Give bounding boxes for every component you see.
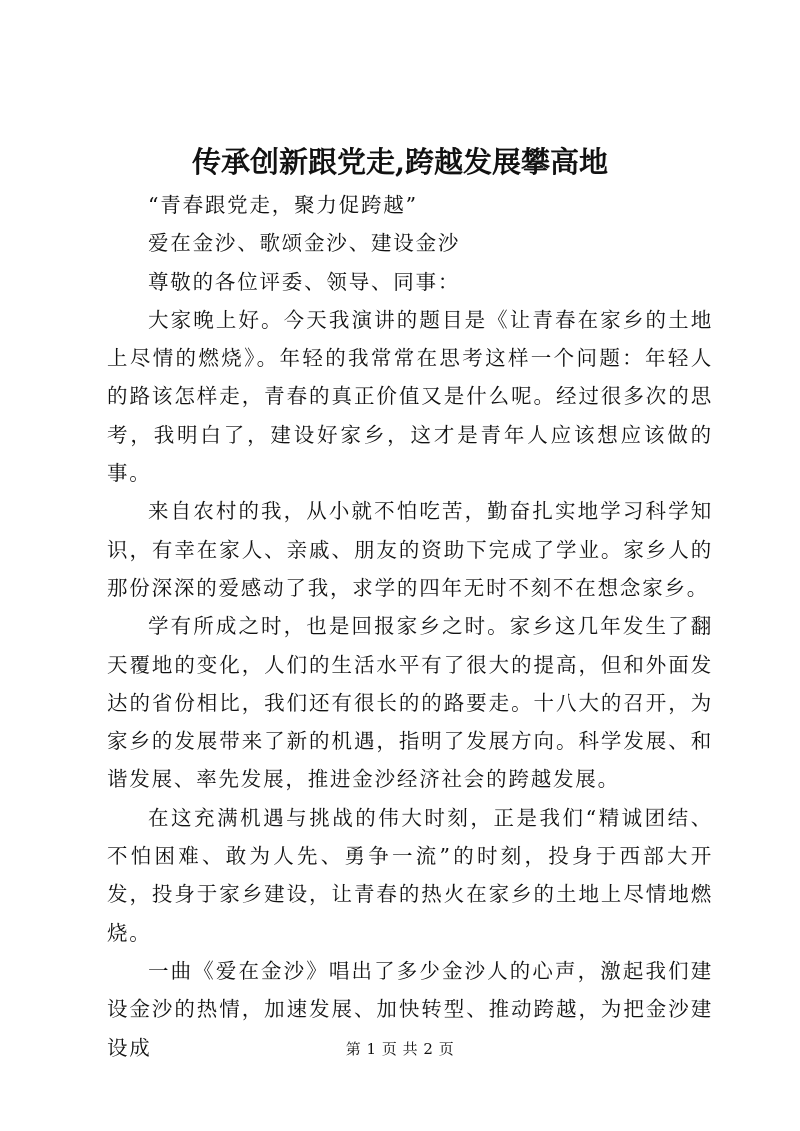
body-paragraph: 大家晚上好。今天我演讲的题目是《让青春在家乡的土地上尽情的燃烧》。年轻的我常常在思考这样一个问题：年轻人的路该怎样走，青春的真正价值又是什么呢。经过很多次的思考，我明白了，建设好家乡，这才是青年人应该想应该做的事。 [107,307,713,486]
document-body [107,186,713,1067]
body-paragraph: 在这充满机遇与挑战的伟大时刻，正是我们“精诚团结、不怕困难、敢为人先、勇争一流”的时刻，投身于西部大开发，投身于家乡建设，让青春的热火在家乡的土地上尽情地燃烧。 [107,805,713,945]
salutation-paragraph: 尊敬的各位评委、领导、同事： [148,269,461,294]
document-title: 传承创新跟党走,跨越发展攀高地 [191,145,609,179]
page-number-footer: 第 1 页 共 2 页 [345,1040,455,1058]
body-paragraph: 一曲《爱在金沙》唱出了多少金沙人的心声，激起我们建设金沙的热情，加速发展、加快转型、推动跨越，为把金沙建设成 [107,958,713,1060]
slogan-paragraph: “青春跟党走，聚力促跨越” [148,193,418,217]
body-paragraph: 来自农村的我，从小就不怕吃苦，勤奋扎实地学习科学知识，有幸在家人、亲戚、朋友的资助下完成了学业。家乡人的那份深深的爱感动了我，求学的四年无时不刻不在想念家乡。 [107,499,713,600]
body-paragraph: 学有所成之时，也是回报家乡之时。家乡这几年发生了翻天覆地的变化，人们的生活水平有了很大的提高，但和外面发达的省份相比，我们还有很长的的路要走。十八大的召开，为家乡的发展带来了新的机遇，指明了发展方向。科学发展、和谐发展、率先发展，推进金沙经济社会的跨越发展。 [107,614,713,792]
theme-paragraph: 爱在金沙、歌颂金沙、建设金沙 [148,231,461,256]
